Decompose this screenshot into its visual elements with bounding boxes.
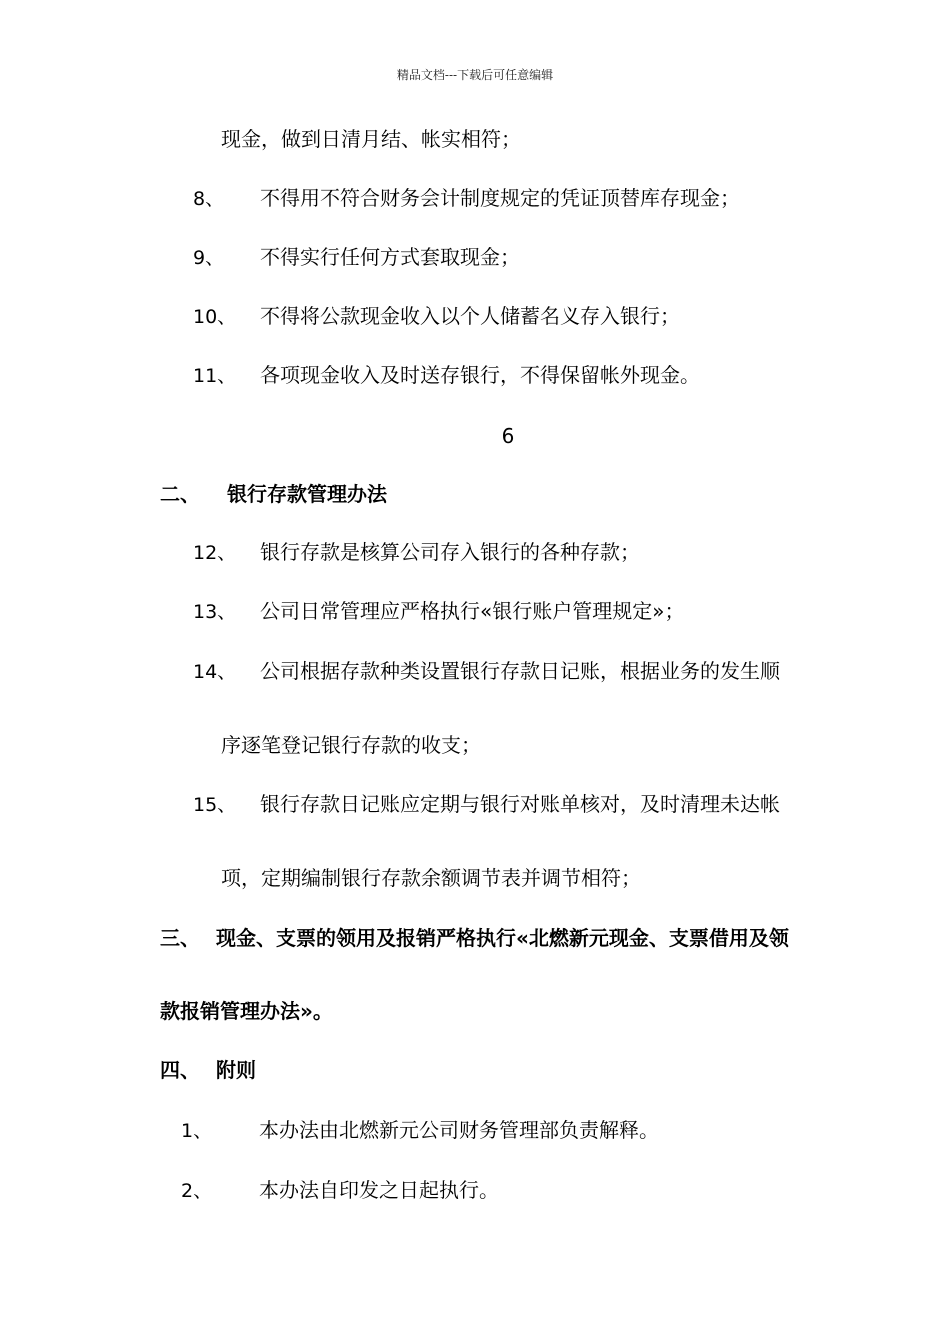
section-title: 附则 [216, 1058, 256, 1082]
list-item-continuation: 项，定期编制银行存款余额调节表并调节相符； [221, 866, 641, 890]
list-item-number: 13、 [193, 601, 237, 623]
page-number: 6 [501, 424, 515, 448]
list-item-text: 不得用不符合财务会计制度规定的凭证顶替库存现金； [260, 186, 740, 210]
list-item-number: 11、 [193, 365, 237, 387]
list-item-text: 银行存款日记账应定期与银行对账单核对，及时清理未达帐 [260, 792, 780, 816]
list-item-text: 公司根据存款种类设置银行存款日记账，根据业务的发生顺 [260, 659, 780, 683]
list-item-text: 本办法由北燃新元公司财务管理部负责解释。 [259, 1118, 659, 1142]
list-item-number: 14、 [193, 661, 237, 683]
list-item-continuation: 现金，做到日清月结、帐实相符； [221, 127, 521, 151]
list-item-number: 12、 [193, 542, 237, 564]
list-item-text: 本办法自印发之日起执行。 [259, 1178, 499, 1202]
list-item-number: 9、 [193, 247, 225, 269]
section-title: 现金、支票的领用及报销严格执行«北燃新元现金、支票借用及领 [216, 926, 789, 950]
list-item-text: 各项现金收入及时送存银行，不得保留帐外现金。 [260, 363, 700, 387]
list-item-continuation: 序逐笔登记银行存款的收支； [221, 733, 481, 757]
list-item-text: 银行存款是核算公司存入银行的各种存款； [260, 540, 640, 564]
list-item-text: 不得将公款现金收入以个人储蓄名义存入银行； [260, 304, 680, 328]
list-item-text: 公司日常管理应严格执行«银行账户管理规定»； [260, 599, 685, 623]
page-header: 精品文档---下载后可任意编辑 [396, 68, 554, 82]
section-number: 二、 [160, 482, 200, 506]
list-item-text: 不得实行任何方式套取现金； [260, 245, 520, 269]
list-item-number: 1、 [181, 1120, 213, 1142]
list-item-number: 10、 [193, 306, 237, 328]
section-title-continuation: 款报销管理办法»。 [160, 999, 333, 1023]
section-number: 三、 [160, 926, 200, 950]
list-item-number: 8、 [193, 188, 225, 210]
section-number: 四、 [160, 1058, 200, 1082]
section-title: 银行存款管理办法 [227, 482, 387, 506]
list-item-number: 2、 [181, 1180, 213, 1202]
list-item-number: 15、 [193, 794, 237, 816]
